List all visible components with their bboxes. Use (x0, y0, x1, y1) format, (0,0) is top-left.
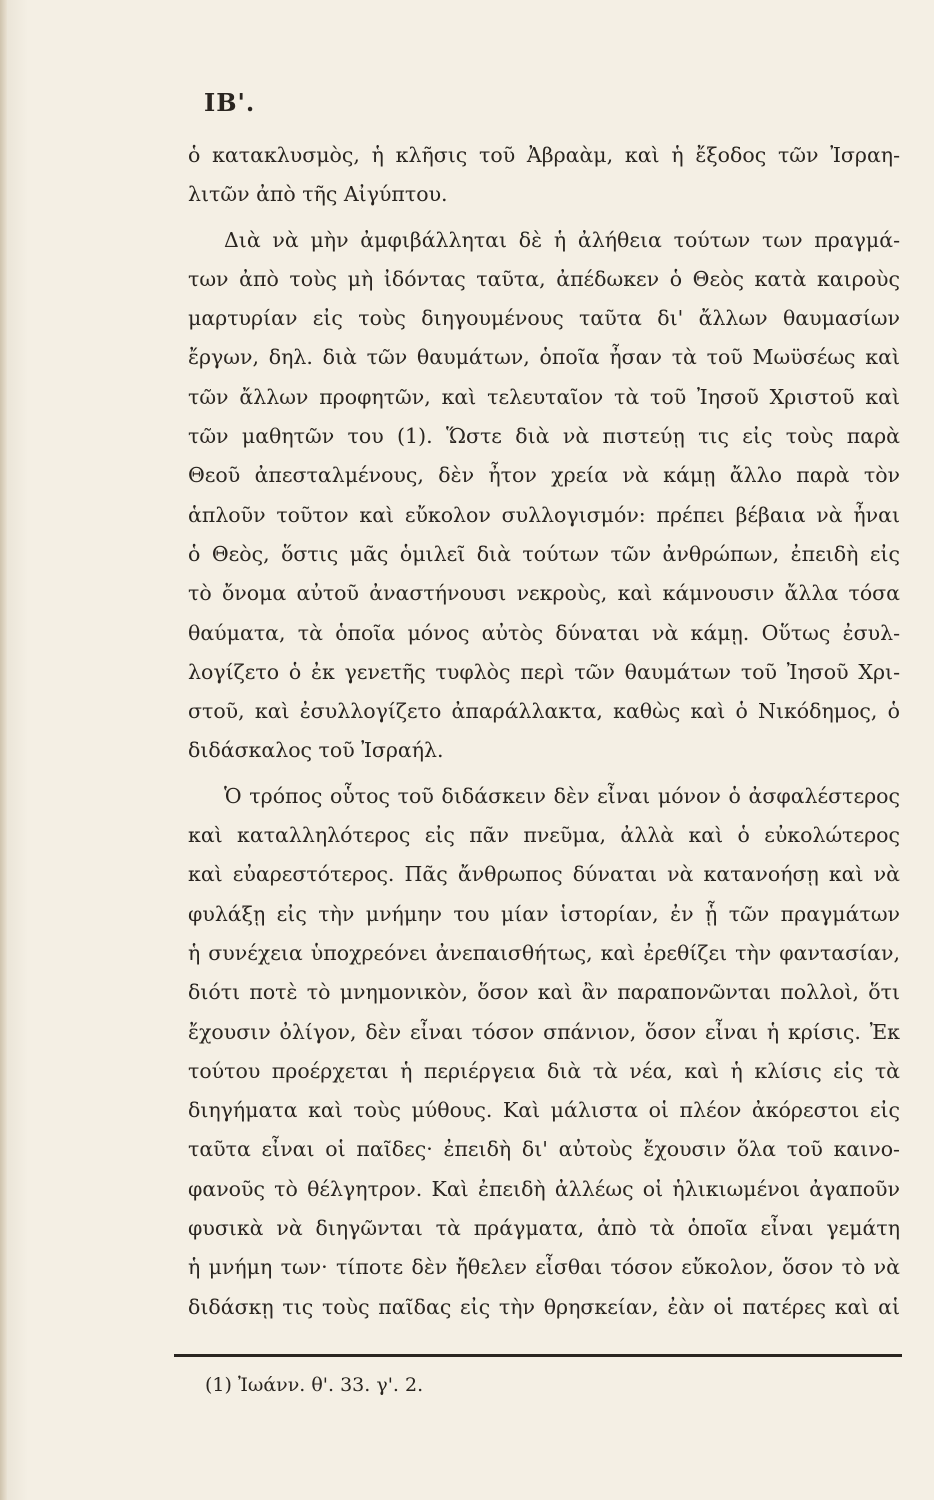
text-line: Διὰ νὰ μὴν ἀμφιβάλληται δὲ ἡ ἀλήθεια τούτων των πραγμά- (224, 227, 900, 252)
paragraph (188, 777, 900, 1327)
text-line: φανοῦς τὸ θέλγητρον. Καὶ ἐπειδὴ ἀλλέως οἱ ἡλικιωμένοι ἀγαποῦν (188, 1176, 900, 1201)
text-line: ὁ Θεὸς, ὅστις μᾶς ὁμιλεῖ διὰ τούτων τῶν ἀνθρώπων, ἐπειδὴ εἰς (188, 541, 900, 566)
text-line: ἔχουσιν ὀλίγον, δὲν εἶναι τόσον σπάνιον, ὅσον εἶναι ἡ κρίσις. Ἐκ (188, 1019, 900, 1044)
text-line: φυλάξῃ εἰς τὴν μνήμην του μίαν ἱστορίαν, ἐν ᾗ τῶν πραγμάτων (188, 901, 900, 926)
text-line: Θεοῦ ἀπεσταλμένους, δὲν ἦτον χρεία νὰ κάμῃ ἄλλο παρὰ τὸν (188, 463, 900, 488)
page-edge (0, 0, 7, 1500)
text-line: τῶν μαθητῶν του (1). Ὥστε διὰ νὰ πιστεύῃ τις εἰς τοὺς παρὰ (188, 424, 900, 449)
text-line: καὶ εὐαρεστότερος. Πᾶς ἄνθρωπος δύναται νὰ κατανοήσῃ καὶ νὰ (188, 862, 900, 887)
text-line: λιτῶν ἀπὸ τῆς Αἰγύπτου. (188, 182, 448, 207)
text-line: ταῦτα εἶναι οἱ παῖδες· ἐπειδὴ δι' αὐτοὺς ἔχουσιν ὅλα τοῦ καινο- (188, 1137, 900, 1162)
text-line: ἁπλοῦν τοῦτον καὶ εὔκολον συλλογισμόν: πρέπει βέβαια νὰ ἦναι (188, 502, 900, 527)
text-line: θαύματα, τὰ ὁποῖα μόνος αὐτὸς δύναται νὰ κάμῃ. Οὕτως ἐσυλ- (188, 620, 900, 645)
paragraph (188, 221, 900, 771)
footnote-rule (174, 1354, 902, 1357)
text-line: των ἀπὸ τοὺς μὴ ἰδόντας ταῦτα, ἀπέδωκεν ὁ Θεὸς κατὰ καιροὺς (188, 266, 900, 291)
text-line: τούτου προέρχεται ἡ περιέργεια διὰ τὰ νέα, καὶ ἡ κλίσις εἰς τὰ (188, 1058, 900, 1083)
text-line: τὸ ὄνομα αὐτοῦ ἀναστήνουσι νεκροὺς, καὶ κάμνουσιν ἄλλα τόσα (188, 581, 900, 606)
text-line: τῶν ἄλλων προφητῶν, καὶ τελευταῖον τὰ τοῦ Ἰησοῦ Χριστοῦ καὶ (188, 384, 900, 409)
text-line: καὶ καταλληλότερος εἰς πᾶν πνεῦμα, ἀλλὰ καὶ ὁ εὐκολώτερος (188, 823, 900, 848)
text-line: ὁ κατακλυσμὸς, ἡ κλῆσις τοῦ Ἀβραὰμ, καὶ ἡ ἔξοδος τῶν Ἰσραη- (188, 143, 900, 167)
page-body (188, 136, 900, 1327)
text-line: στοῦ, καὶ ἐσυλλογίζετο ἀπαράλλακτα, καθὼς καὶ ὁ Νικόδημος, ὁ (188, 699, 900, 724)
footnote: (1) Ἰωάνν. θ'. 33. γ'. 2. (205, 1374, 424, 1396)
text-line: Ὁ τρόπος οὗτος τοῦ διδάσκειν δὲν εἶναι μόνον ὁ ἀσφαλέστερος (224, 783, 900, 808)
paragraph (188, 136, 900, 215)
text-line: διηγήματα καὶ τοὺς μύθους. Καὶ μάλιστα οἱ πλέον ἀκόρεστοι εἰς (188, 1098, 900, 1123)
text-line: λογίζετο ὁ ἐκ γενετῆς τυφλὸς περὶ τῶν θαυμάτων τοῦ Ἰησοῦ Χρι- (188, 659, 900, 684)
text-line: διδάσκαλος τοῦ Ἰσραήλ. (188, 738, 444, 763)
text-line: ἔργων, δηλ. διὰ τῶν θαυμάτων, ὁποῖα ἦσαν τὰ τοῦ Μωϋσέως καὶ (188, 345, 900, 370)
text-line: ἡ συνέχεια ὑποχρεόνει ἀνεπαισθήτως, καὶ ἐρεθίζει τὴν φαντασίαν, (188, 940, 900, 965)
text-line: διδάσκῃ τις τοὺς παῖδας εἰς τὴν θρησκείαν, ἐὰν οἱ πατέρες καὶ αἱ (188, 1294, 900, 1319)
text-line: διότι ποτὲ τὸ μνημονικὸν, ὅσον καὶ ἂν παραπονῶνται πολλοὶ, ὅτι (188, 980, 900, 1005)
text-line: μαρτυρίαν εἰς τοὺς διηγουμένους ταῦτα δι' ἄλλων θαυμασίων (188, 306, 900, 331)
page-number: ΙΒ'. (204, 88, 256, 117)
text-line: φυσικὰ νὰ διηγῶνται τὰ πράγματα, ἀπὸ τὰ ὁποῖα εἶναι γεμάτη (188, 1216, 900, 1241)
text-line: ἡ μνήμη των· τίποτε δὲν ἤθελεν εἶσθαι τόσον εὔκολον, ὅσον τὸ νὰ (188, 1255, 900, 1280)
